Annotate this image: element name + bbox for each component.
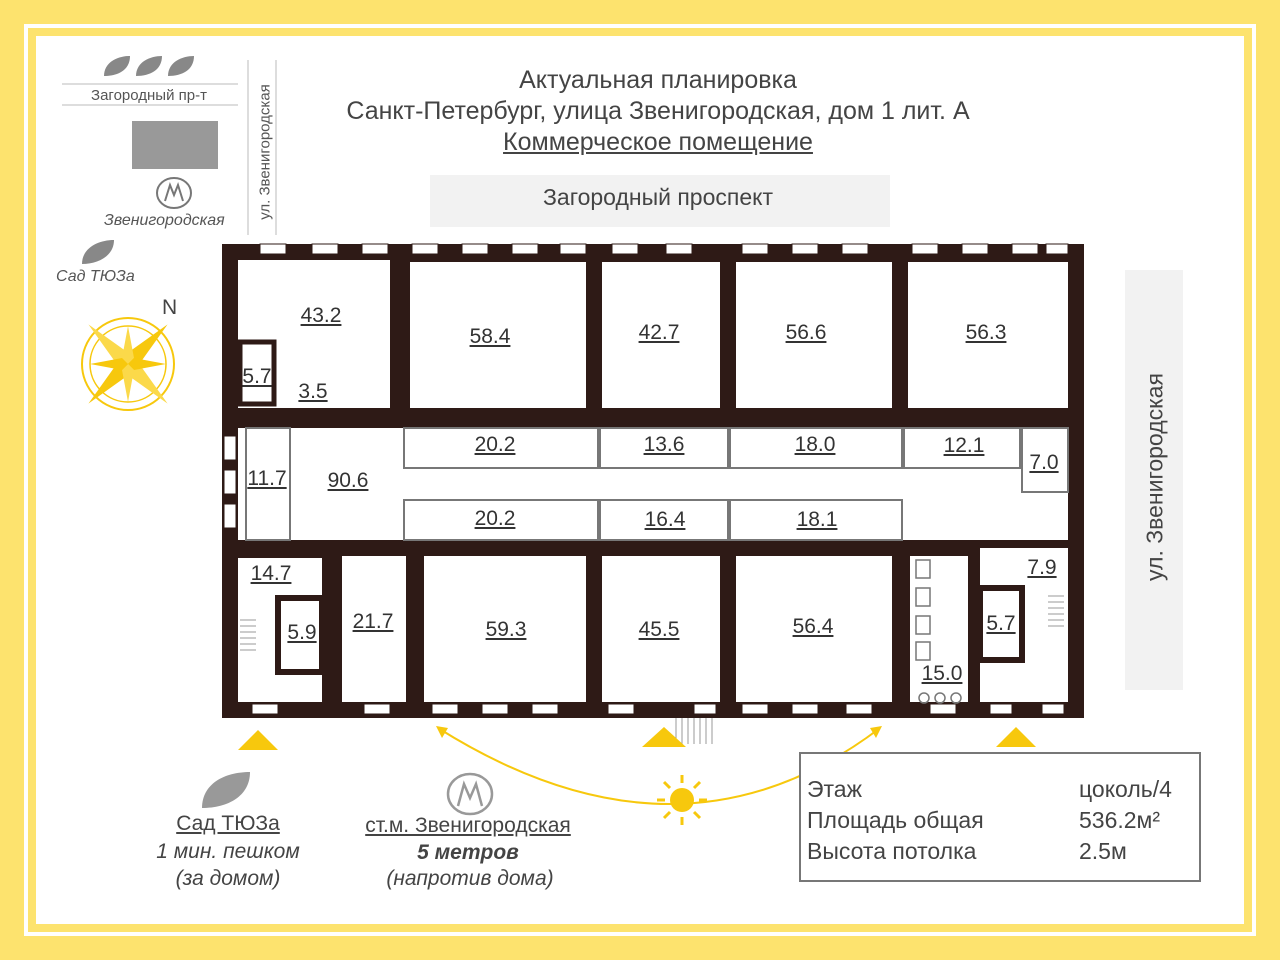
property-info-box <box>799 752 1201 882</box>
room-label: 56.3 <box>965 321 1007 344</box>
room-label: 11.7 <box>247 467 287 490</box>
park-walk-time: 1 мин. пешком <box>156 840 300 863</box>
floor-value: цоколь/4 <box>1079 776 1172 802</box>
room-label: 5.9 <box>287 621 317 644</box>
sun-icon <box>657 775 707 825</box>
area-value: 536.2м² <box>1079 807 1161 833</box>
compass-north-label: N <box>162 296 178 319</box>
room-label: 56.4 <box>792 615 834 638</box>
room-label: 5.7 <box>242 365 272 388</box>
street-label-top: Загородный проспект <box>543 184 773 210</box>
room-label: 13.6 <box>643 433 685 456</box>
room-label: 7.9 <box>1027 556 1057 579</box>
ceiling-height-value: 2.5м <box>1079 838 1127 864</box>
compass-icon <box>82 318 174 410</box>
room-label: 45.5 <box>638 618 680 641</box>
room-label: 20.2 <box>474 433 516 456</box>
metro-station-name: ст.м. Звенигородская <box>365 814 571 837</box>
plan-address: Санкт-Петербург, улица Звенигородская, дом 1 лит. А <box>346 97 970 125</box>
room-label: 18.1 <box>796 508 838 531</box>
room-label: 56.6 <box>785 321 827 344</box>
mini-map-road-label: Загородный пр-т <box>91 87 207 104</box>
plan-title: Актуальная планировка <box>519 66 797 94</box>
room-label: 15.0 <box>921 662 963 685</box>
room-label: 20.2 <box>474 507 516 530</box>
ceiling-height-label: Высота потолка <box>807 838 977 864</box>
room-label: 5.7 <box>986 612 1016 635</box>
floor-label: Этаж <box>807 776 862 802</box>
plan-property-type: Коммерческое помещение <box>503 128 813 156</box>
room-label: 42.7 <box>638 321 680 344</box>
mini-map-street-label: ул. Звенигородская <box>256 84 274 220</box>
room-label: 14.7 <box>250 562 292 585</box>
room-label: 21.7 <box>352 610 394 633</box>
room-label: 16.4 <box>644 508 686 531</box>
room-label: 7.0 <box>1029 451 1059 474</box>
room-label: 58.4 <box>469 325 511 348</box>
park-name: Сад ТЮЗа <box>176 812 280 835</box>
street-label-right: ул. Звенигородская <box>1141 373 1168 581</box>
metro-distance: 5 метров <box>417 841 519 864</box>
mini-map-park-label: Сад ТЮЗа <box>56 268 135 285</box>
room-label: 3.5 <box>298 380 328 403</box>
park-location-note: (за домом) <box>175 867 281 890</box>
room-label: 43.2 <box>300 304 342 327</box>
room-label: 12.1 <box>943 434 985 457</box>
room-label: 59.3 <box>485 618 527 641</box>
mini-map-building <box>132 121 218 169</box>
leaf-icon <box>104 56 194 76</box>
room-label: 90.6 <box>327 469 369 492</box>
metro-location-note: (напротив дома) <box>386 867 554 890</box>
room-label: 18.0 <box>794 433 836 456</box>
mini-map-metro-label: Звенигородская <box>104 212 225 229</box>
area-label: Площадь общая <box>807 807 984 833</box>
